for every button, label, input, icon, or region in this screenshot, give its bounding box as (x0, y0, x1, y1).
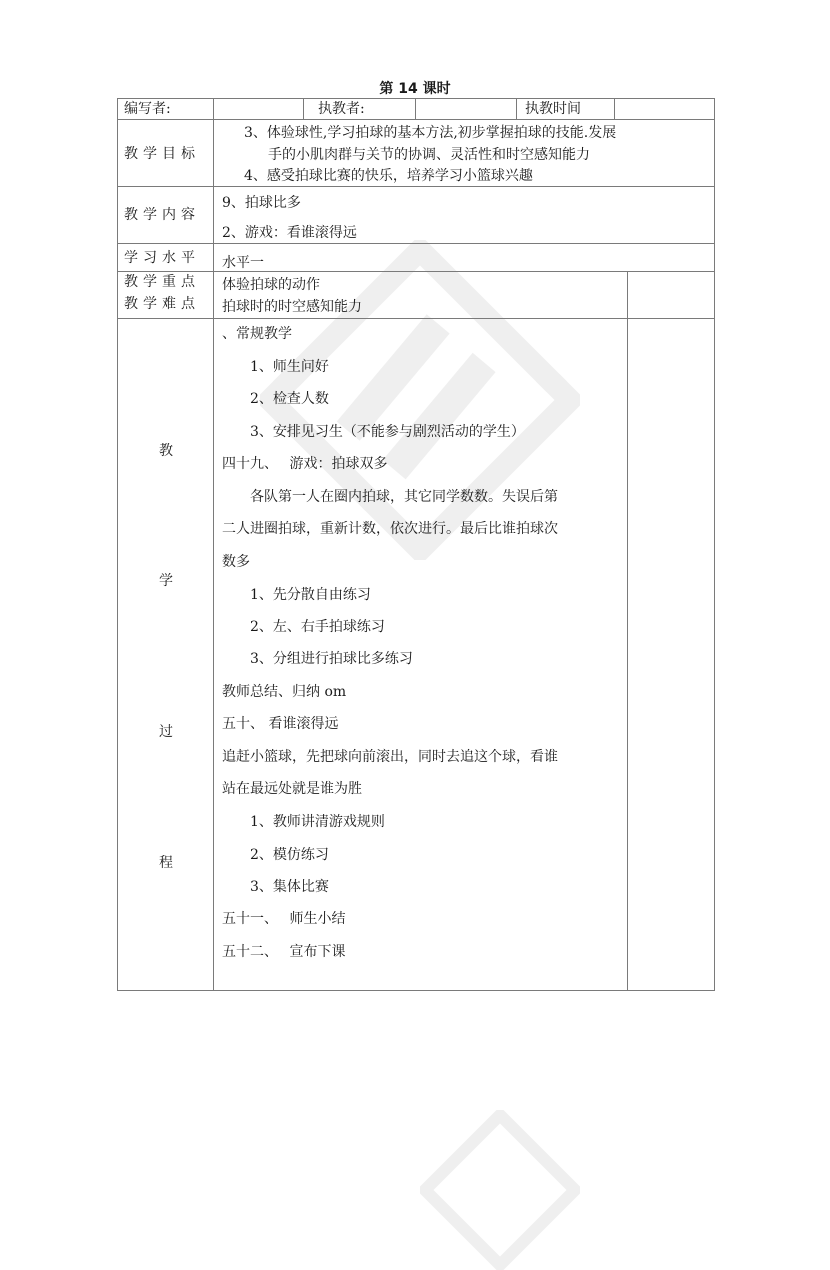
process-line: 五十二、 宣布下课 (222, 944, 346, 960)
process-line: 1、先分散自由练习 (250, 587, 371, 603)
process-line: 四十九、 游戏：拍球双多 (222, 456, 388, 472)
key-point-label: 教学重点 (124, 274, 200, 290)
process-label-char: 教 (159, 443, 173, 459)
row-divider (118, 243, 714, 244)
process-line: 2、左、右手拍球练习 (250, 619, 385, 635)
process-line: 教师总结、归纳 om (222, 684, 347, 700)
process-line: 1、教师讲清游戏规则 (250, 814, 385, 830)
process-notes (628, 319, 714, 990)
process-line: 数多 (222, 554, 250, 570)
watermark-icon (420, 1110, 580, 1270)
process-line: 3、集体比赛 (250, 879, 329, 895)
goal-line: 3、体验球性,学习拍球的基本方法,初步掌握拍球的技能.发展 (244, 125, 617, 141)
process-line: 追赶小篮球，先把球向前滚出，同时去追这个球，看谁 (222, 749, 558, 765)
lesson-plan-table (117, 98, 715, 991)
process-line: 五十、 看谁滚得远 (222, 716, 339, 732)
goal-line: 4、感受拍球比赛的快乐，培养学习小篮球兴趣 (244, 168, 533, 184)
process-line: 五十一、 师生小结 (222, 911, 346, 927)
process-label-char: 程 (159, 855, 173, 871)
key-point-value: 体验拍球的动作 (222, 277, 320, 293)
row-divider (118, 271, 714, 272)
teaching-time-field[interactable] (615, 99, 714, 119)
process-line: 3、分组进行拍球比多练习 (250, 651, 413, 667)
process-line: 站在最远处就是谁为胜 (222, 781, 362, 797)
process-line: 二人进圈拍球，重新计数，依次进行。最后比谁拍球次 (222, 521, 558, 537)
difficulty-value: 拍球时的时空感知能力 (222, 299, 362, 315)
level-value: 水平一 (222, 255, 264, 271)
difficulty-label: 教学难点 (124, 296, 200, 312)
column-divider (516, 99, 517, 119)
page-title: 第 14 课时 (379, 81, 451, 97)
content-label: 教学内容 (124, 207, 200, 223)
level-label: 学习水平 (124, 250, 200, 266)
process-line: 1、师生问好 (250, 359, 329, 375)
process-line: 3、安排见习生（不能参与剧烈活动的学生） (250, 424, 525, 440)
process-line: 、常规教学 (222, 326, 292, 342)
teacher-field[interactable] (416, 99, 516, 119)
row-divider (118, 318, 714, 319)
author-label: 编写者: (124, 101, 171, 117)
content-line: 2、游戏：看谁滚得远 (222, 225, 357, 241)
author-field[interactable] (214, 99, 303, 119)
teaching-time-label: 执教时间 (525, 101, 581, 117)
process-line: 2、模仿练习 (250, 847, 329, 863)
process-label-char: 过 (159, 724, 173, 740)
teacher-label: 执教者: (318, 101, 365, 117)
column-divider (303, 99, 304, 119)
process-line: 2、检查人数 (250, 391, 329, 407)
key-points-notes (628, 272, 714, 318)
goals-label: 教学目标 (124, 146, 200, 162)
content-line: 9、拍球比多 (222, 195, 301, 211)
process-line: 各队第一人在圈内拍球，其它同学数数。失误后第 (250, 489, 558, 505)
process-label-char: 学 (159, 573, 173, 589)
row-divider (118, 186, 714, 187)
goal-line: 手的小肌肉群与关节的协调、灵活性和时空感知能力 (268, 147, 590, 163)
row-divider (118, 119, 714, 120)
